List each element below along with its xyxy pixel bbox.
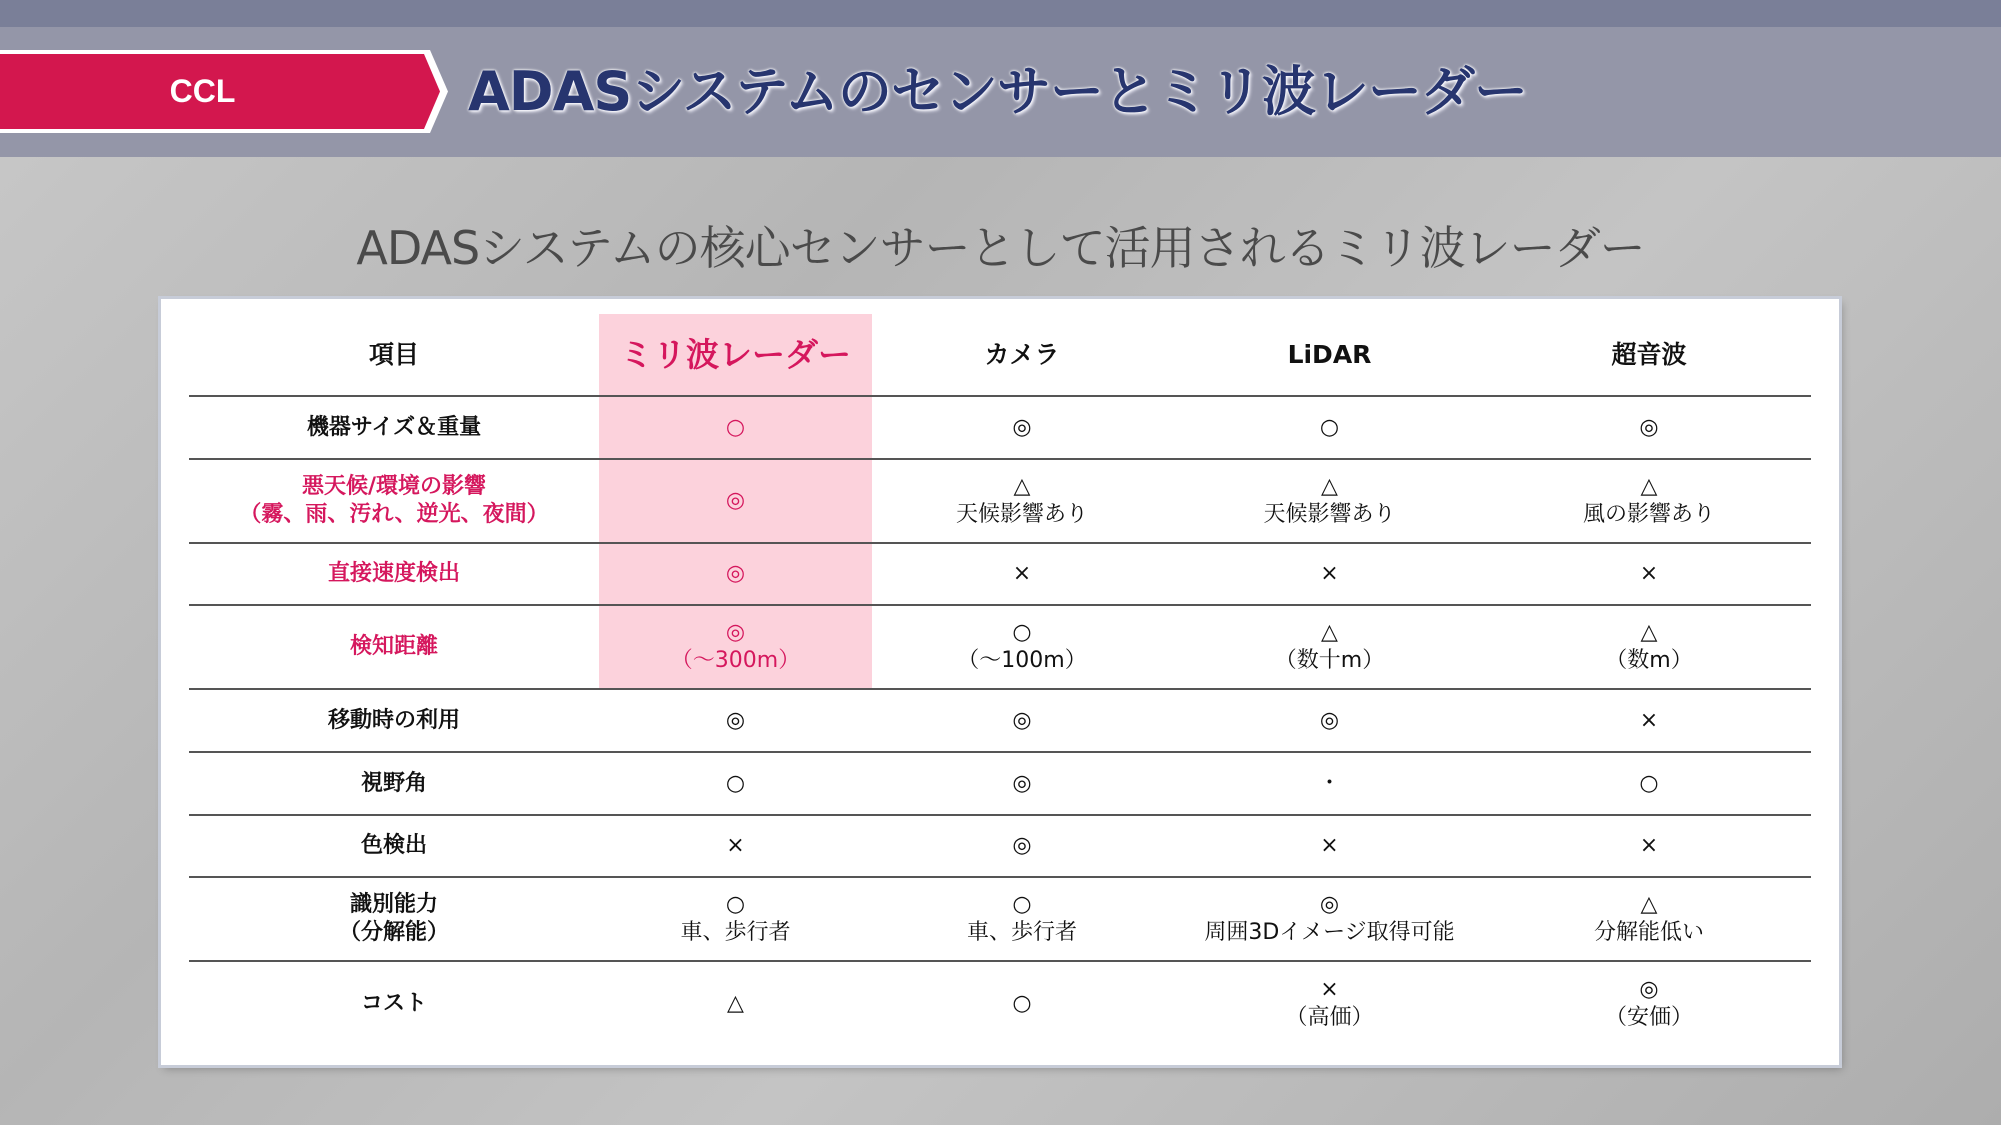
row-label-line: 移動時の利用 — [327, 707, 460, 733]
cell-note: 周囲3Dイメージ取得可能 — [1204, 920, 1455, 945]
table-cell — [872, 396, 1172, 459]
tag-label: CCL — [169, 73, 236, 109]
table-cell — [599, 689, 872, 752]
table-cell — [1172, 689, 1487, 752]
row-label-line: （霧、雨、汚れ、逆光、夜間） — [239, 502, 549, 527]
table-cell — [1487, 961, 1811, 1045]
table-cell — [872, 815, 1172, 877]
table-cell — [1172, 961, 1487, 1045]
table-cell — [1487, 459, 1811, 543]
table-cell — [872, 543, 1172, 605]
table-cell — [1487, 605, 1811, 689]
cell-note: 天候影響あり — [955, 502, 1088, 527]
table-cell — [599, 605, 872, 689]
rating-symbol: ○ — [1012, 892, 1032, 917]
cell-note: （数m） — [1605, 648, 1693, 673]
table-row — [189, 689, 1811, 752]
comparison-card — [161, 299, 1839, 1065]
rating-symbol: × — [1639, 833, 1659, 858]
rating-symbol: ◎ — [1639, 976, 1659, 1002]
table-cell — [1487, 543, 1811, 605]
rating-symbol: ○ — [1012, 990, 1032, 1016]
rating-symbol: ○ — [725, 770, 746, 796]
rating-symbol: ◎ — [1639, 414, 1659, 440]
row-label-line: コスト — [360, 990, 427, 1016]
row-label — [189, 459, 599, 543]
row-label-line: 悪天候/環境の影響 — [301, 474, 487, 499]
rating-symbol: ◎ — [1319, 892, 1340, 917]
table-cell — [599, 752, 872, 815]
rating-symbol: × — [1320, 561, 1339, 586]
table-cell — [1487, 752, 1811, 815]
row-label-line: 機器サイズ＆重量 — [306, 414, 482, 440]
ccl-tag — [0, 50, 450, 133]
table-cell — [1487, 877, 1811, 961]
row-label — [189, 961, 599, 1045]
row-label — [189, 877, 599, 961]
cell-note: （高価） — [1285, 1004, 1374, 1030]
page-subtitle: ADASシステムの核心センサーとして活用されるミリ波レーダー — [356, 221, 1645, 275]
table-row — [189, 459, 1811, 543]
rating-symbol: × — [1320, 976, 1339, 1002]
cell-note: 車、歩行者 — [680, 920, 791, 945]
rating-symbol: ・ — [1318, 770, 1341, 796]
cell-note: （～300m） — [670, 648, 801, 673]
rating-symbol: △ — [1640, 474, 1658, 499]
top-strip — [0, 0, 2001, 27]
row-label — [189, 543, 599, 605]
row-label-line: 色検出 — [360, 833, 427, 858]
column-header: ミリ波レーダー — [620, 334, 851, 374]
table-cell — [599, 815, 872, 877]
table-cell — [872, 605, 1172, 689]
rating-symbol: × — [1320, 833, 1339, 858]
row-label — [189, 396, 599, 459]
table-cell — [872, 459, 1172, 543]
table-row — [189, 752, 1811, 815]
table-cell — [1487, 689, 1811, 752]
rating-symbol: ○ — [725, 414, 746, 440]
rating-symbol: ◎ — [1319, 707, 1340, 733]
table-cell — [599, 459, 872, 543]
table-cell — [599, 543, 872, 605]
table-header-row — [189, 314, 1811, 396]
table-cell — [599, 877, 872, 961]
table-row — [189, 877, 1811, 961]
rating-symbol: ◎ — [1012, 414, 1032, 440]
column-header: 超音波 — [1611, 339, 1687, 369]
cell-note: （～100m） — [957, 648, 1087, 673]
rating-symbol: ◎ — [725, 707, 746, 733]
row-label — [189, 752, 599, 815]
table-row — [189, 543, 1811, 605]
table-cell — [1172, 877, 1487, 961]
row-label-line: 直接速度検出 — [327, 561, 460, 586]
table-cell — [1172, 815, 1487, 877]
cell-note: 車、歩行者 — [966, 920, 1077, 945]
column-header: カメラ — [984, 339, 1060, 369]
table-row — [189, 396, 1811, 459]
rating-symbol: × — [726, 833, 745, 858]
table-cell — [1172, 752, 1487, 815]
rating-symbol: △ — [1640, 620, 1658, 645]
row-label-line: 検知距離 — [349, 634, 438, 659]
table-cell — [872, 752, 1172, 815]
cell-note: （数十m） — [1274, 648, 1385, 673]
rating-symbol: × — [1639, 707, 1659, 733]
table-cell — [1172, 543, 1487, 605]
column-header: LiDAR — [1287, 339, 1372, 369]
row-label-line: （分解能） — [338, 920, 449, 945]
cell-note: 天候影響あり — [1263, 502, 1396, 527]
rating-symbol: △ — [1013, 474, 1031, 499]
rating-symbol: △ — [1321, 620, 1338, 645]
rating-symbol: ○ — [1012, 620, 1032, 645]
table-cell — [599, 396, 872, 459]
rating-symbol: ○ — [725, 892, 746, 917]
table-cell — [1172, 396, 1487, 459]
row-label — [189, 689, 599, 752]
rating-symbol: ◎ — [1012, 770, 1032, 796]
table-cell — [599, 961, 872, 1045]
table-cell — [1487, 815, 1811, 877]
rating-symbol: ◎ — [1012, 833, 1032, 858]
row-label — [189, 605, 599, 689]
rating-symbol: △ — [1321, 474, 1338, 499]
table-cell — [872, 689, 1172, 752]
rating-symbol: ○ — [1319, 414, 1340, 440]
rating-symbol: ○ — [1639, 770, 1659, 796]
table-cell — [1487, 396, 1811, 459]
table-cell — [872, 877, 1172, 961]
column-header: 項目 — [368, 339, 419, 369]
table-cell — [1172, 605, 1487, 689]
row-label-line: 視野角 — [360, 770, 427, 796]
table-row — [189, 605, 1811, 689]
page-title: ADASシステムのセンサーとミリ波レーダー — [468, 60, 1527, 123]
rating-symbol: × — [1012, 561, 1032, 586]
table-row — [189, 961, 1811, 1045]
rating-symbol: △ — [1640, 892, 1658, 917]
rating-symbol: ◎ — [1012, 707, 1032, 733]
cell-note: 分解能低い — [1593, 920, 1704, 945]
row-label-line: 識別能力 — [349, 892, 438, 917]
rating-symbol: ◎ — [725, 620, 746, 645]
rating-symbol: △ — [727, 990, 744, 1016]
table-cell — [872, 961, 1172, 1045]
row-label — [189, 815, 599, 877]
rating-symbol: ◎ — [725, 561, 746, 586]
rating-symbol: ◎ — [725, 488, 746, 513]
cell-note: （安価） — [1604, 1004, 1693, 1030]
cell-note: 風の影響あり — [1582, 502, 1715, 527]
table-row — [189, 815, 1811, 877]
rating-symbol: × — [1639, 561, 1659, 586]
sensor-comparison-table — [189, 314, 1811, 1045]
table-cell — [1172, 459, 1487, 543]
